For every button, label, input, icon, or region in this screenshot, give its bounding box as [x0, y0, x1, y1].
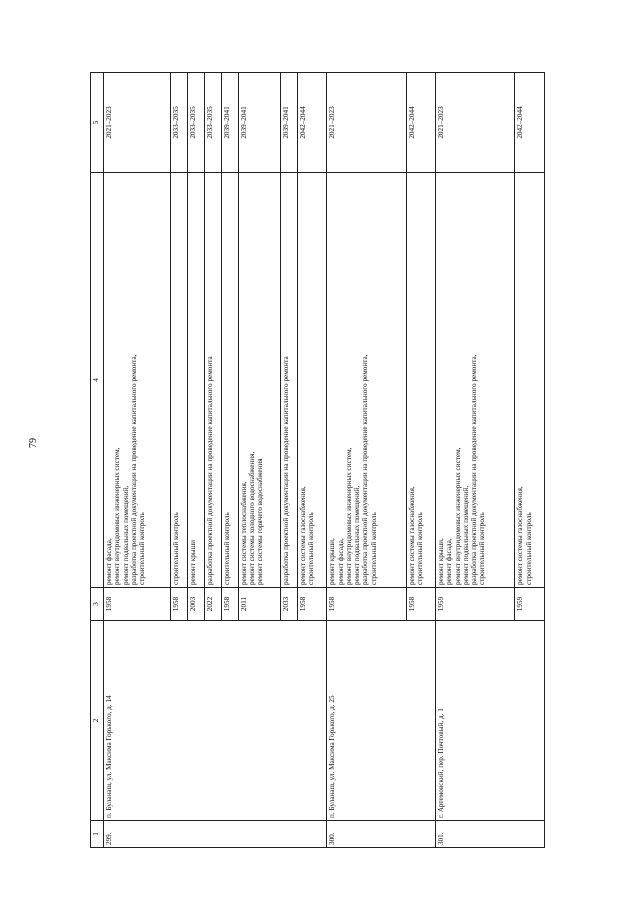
row-number: 300. — [327, 821, 436, 848]
row-work-types: строительный контроль — [170, 173, 187, 588]
row-work-types: ремонт крыши, ремонт фасада, ремонт внутридомовых инженерных систем, ремонт подвальных помещений, разработка проектной документации на проведение капитального ремонта, строительный контроль — [327, 173, 406, 588]
row-year: 1958 — [406, 588, 435, 621]
row-period: 2021–2023 — [104, 73, 171, 173]
header-col-4: 4 — [91, 173, 104, 588]
row-year: 2003 — [187, 588, 204, 621]
row-work-types: ремонт системы газоснабжения, строительный контроль — [297, 173, 326, 588]
row-work-types: ремонт системы газоснабжения, строительный контроль — [406, 173, 435, 588]
repair-schedule-table — [90, 72, 545, 848]
row-year: 1958 — [104, 588, 171, 621]
table-row — [436, 73, 515, 848]
row-period: 2039–2041 — [280, 73, 297, 173]
row-year: 2011 — [238, 588, 280, 621]
row-number: 301. — [436, 821, 545, 848]
row-work-types: ремонт крыши, ремонт фасада, ремонт внутридомовых инженерных систем, ремонт подвальных помещений, разработка проектной документации на проведение капитального ремонта, строительный контроль — [436, 173, 515, 588]
row-year: 1958 — [327, 588, 406, 621]
row-period: 2033–2035 — [204, 73, 221, 173]
table-row — [104, 73, 171, 848]
row-year: 1959 — [515, 588, 545, 621]
row-period: 2039–2041 — [238, 73, 280, 173]
row-period: 2042–2044 — [406, 73, 435, 173]
row-period: 2033–2035 — [170, 73, 187, 173]
row-period: 2042–2044 — [515, 73, 545, 173]
page-number: 79 — [28, 438, 39, 448]
header-col-1: 1 — [91, 821, 104, 848]
header-row — [91, 73, 104, 848]
row-work-types: ремонт фасада, ремонт внутридомовых инженерных систем, ремонт подвальных помещений, разработка проектной документации на проведение капитального ремонта, строительный контроль — [104, 173, 171, 588]
row-period: 2021–2023 — [436, 73, 515, 173]
rotated-table-container — [90, 98, 545, 848]
row-year: 1959 — [436, 588, 515, 621]
row-year: 2033 — [280, 588, 297, 621]
header-col-3: 3 — [91, 588, 104, 621]
row-number: 299. — [104, 821, 327, 848]
row-address: п. Буланаш, ул. Максима Горького, д. 14 — [104, 621, 327, 821]
row-work-types: разработка проектной документации на проведение капитального ремонта — [204, 173, 221, 588]
table-body — [104, 73, 545, 848]
row-year: 2022 — [204, 588, 221, 621]
row-year: 1958 — [221, 588, 238, 621]
table-row — [327, 73, 406, 848]
row-address: п. Буланаш, ул. Максима Горького, д. 25 — [327, 621, 436, 821]
row-work-types: разработка проектной документации на проведение капитального ремонта — [280, 173, 297, 588]
row-year: 1958 — [170, 588, 187, 621]
row-work-types: ремонт системы теплоснабжения, ремонт системы холодного водоснабжения, ремонт системы горячего водоснабжения — [238, 173, 280, 588]
row-period: 2021–2023 — [327, 73, 406, 173]
row-period: 2039–2041 — [221, 73, 238, 173]
row-period: 2033–2035 — [187, 73, 204, 173]
header-col-5: 5 — [91, 73, 104, 173]
row-year: 1958 — [297, 588, 326, 621]
row-work-types: строительный контроль — [221, 173, 238, 588]
row-address: г. Артемовский, пер. Почтовый, д. 1 — [436, 621, 545, 821]
row-work-types: ремонт системы газоснабжения, строительный контроль — [515, 173, 545, 588]
header-col-2: 2 — [91, 621, 104, 821]
row-period: 2042–2044 — [297, 73, 326, 173]
row-work-types: ремонт крыши — [187, 173, 204, 588]
